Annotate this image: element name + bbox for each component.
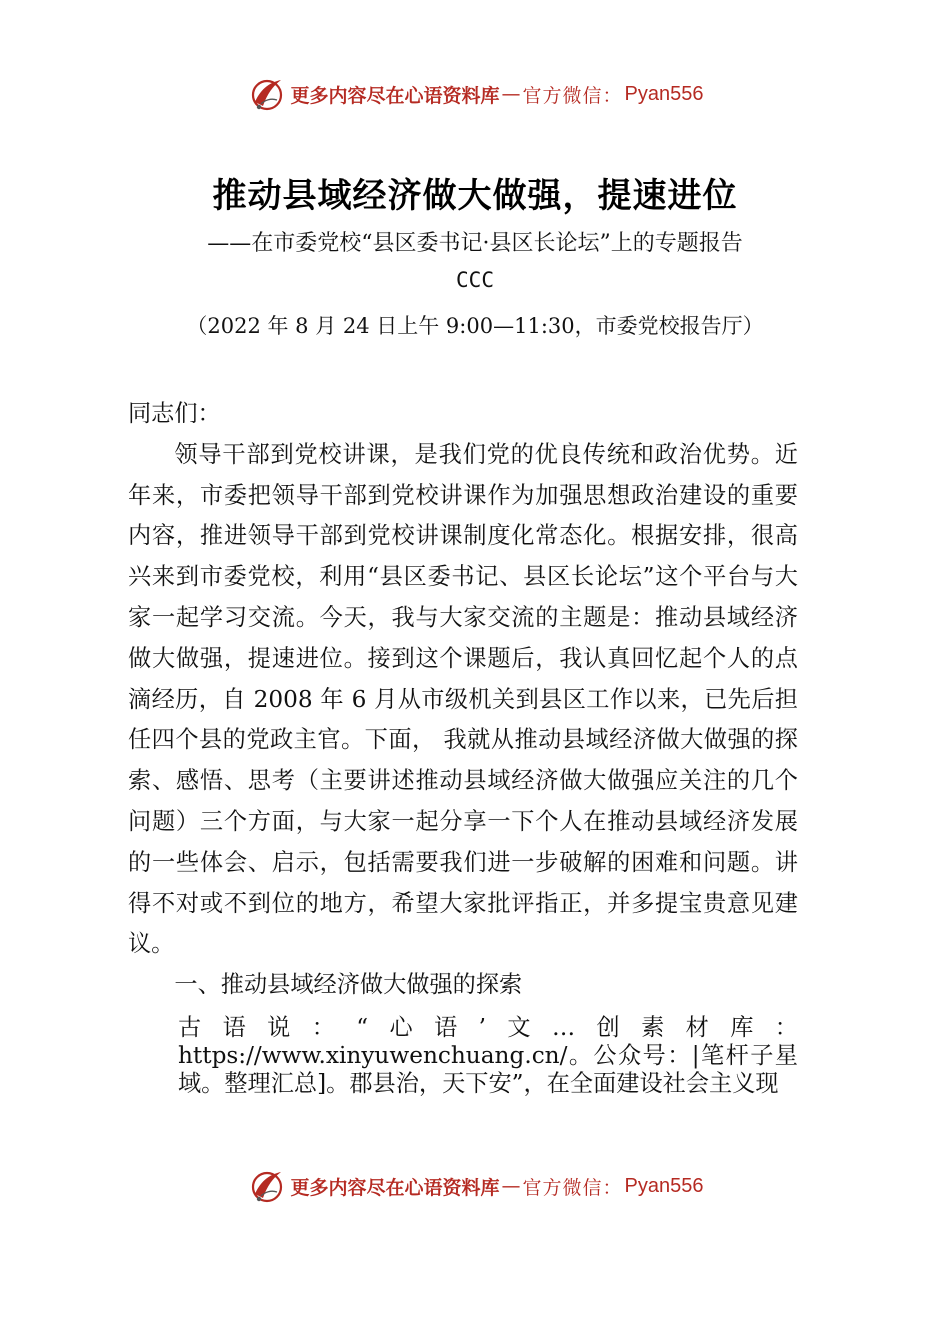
footer-wechat-label: 官方微信： [522, 1176, 623, 1199]
document-subtitle: ——在市委党校“县区委书记·县区长论坛”上的专题报告 [207, 231, 743, 256]
footer-banner [0, 1164, 950, 1208]
footer-wechat-id: Pyan556 [624, 1174, 704, 1197]
banner-brand-text: 更多内容尽在心语资料库 [290, 84, 500, 107]
document-dateline: （2022 年 8 月 24 日上午 9:00—11:30，市委党校报告厅） [186, 314, 764, 338]
banner-dash: — [501, 83, 521, 105]
document-author: CCC [456, 268, 494, 292]
quote-paragraph: 古语说：“心语’文…创素材库：https://www.xinyuwenchuang.cn/。公众号：|笔杆子星域。整理汇总]。郡县治，天下安”，在全面建设社会主义现 [178, 1013, 798, 1097]
banner-wechat-label: 官方微信： [522, 84, 623, 107]
document-title: 推动县域经济做大做强，提速进位 [212, 176, 738, 216]
section-heading-1: 一、推动县域经济做大做强的探索 [174, 971, 523, 999]
footer-brand-text: 更多内容尽在心语资料库 [290, 1176, 500, 1199]
brush-stroke-logo-icon [247, 1166, 287, 1206]
document-body [128, 394, 798, 1098]
salutation: 同志们： [128, 400, 221, 427]
header-banner [0, 72, 950, 116]
brush-stroke-logo-icon [247, 74, 287, 114]
footer-dash: — [501, 1175, 521, 1197]
banner-wechat-id: Pyan556 [624, 82, 704, 105]
paragraph-1: 领导干部到党校讲课，是我们党的优良传统和政治优势。近年来，市委把领导干部到党校讲课作为加强思想政治建设的重要内容，推进领导干部到党校讲课制度化常态化。根据安排，很高兴来到市委党校，利用“县区委书记、县区长论坛”这个平台与大家一起学习交流。今天，我与大家交流的主题是：推动县域经济做大做强，提速进位。接到这个课题后，我认真回忆起个人的点滴经历，自 2008 年 6 月从市级机关到县区工作以来，已先后担任四个县的党政主官。下面， 我就从推动县域经济做大做强的探索、感悟、思考（主要讲述推动县域经济做大做强应关注的几个问题）三个方面，与大家一起分享一下个人在推动县域经济发展的一些体会、启示，包括需要我们进一步破解的困难和问题。讲得不对或不到位的地方，希望大家批评指正，并多提宝贵意见建议。 [128, 440, 798, 958]
